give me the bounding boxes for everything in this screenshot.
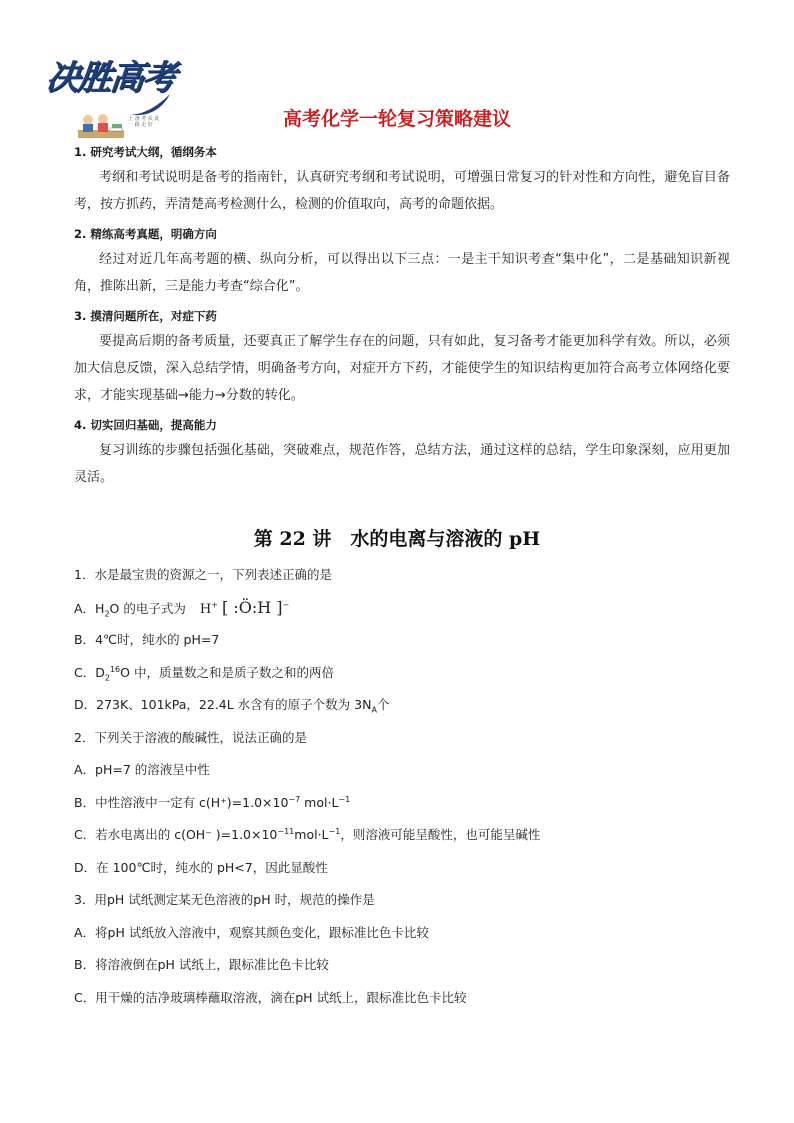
logo-subtitle-line2: 一 路 走 好 [128,122,153,128]
section-paragraph-4: 复习训练的步骤包括强化基础，突破难点，规范作答，总结方法，通过这样的总结，学生印象深刻，应用更加灵活。 [74,443,730,485]
page-title: 高考化学一轮复习策略建议 [282,108,511,130]
q1d-text-post: 个 [376,697,390,712]
q2b-text: B．中性溶液中一定有 c(H⁺)=1.0×10 [74,794,289,810]
question-2-option-d: D．在 100℃时，纯水的 pH<7，因此显酸性 [74,859,328,875]
lecture-title: 第 22 讲 水的电离与溶液的 pH [253,528,541,550]
q1a-text: A．H [74,600,105,616]
logo-subtitle-line1: 上 备 考 从 此 [128,116,160,122]
formula-bracket: [ :Ö:H ] [222,597,283,617]
formula-minus: − [282,600,290,610]
q1c-sup: 16 [109,664,121,674]
question-3-option-b: B．将溶液倒在pH 试纸上，跟标准比色卡比较 [74,957,329,972]
q1a-sub: 2 [104,609,110,618]
question-2-option-b [74,790,730,823]
section-paragraph-2: 经过对近几年高考题的横、纵向分析，可以得出以下三点：一是主干知识考查“集中化”，二是基础知识新视角，推陈出新，三是能力考查“综合化”。 [74,252,730,294]
section-paragraph-3: 要提高后期的备考质量，还要真正了解学生存在的问题，只有如此，复习备考才能更加科学有效。所以，必须加大信息反馈，深入总结学情，明确备考方向，对症开方下药，才能使学生的知识结构更加符合高考立体网络化要求，才能实现基础→能力→分数的转化。 [74,334,730,403]
q1c-text-post: O 中，质量数之和是质子数之和的两倍 [120,664,334,680]
q1c-text: C．D [74,664,105,680]
q2c-sup2: −1 [328,826,341,836]
question-2-option-c [74,822,730,855]
q2c-sup: −11 [277,826,295,836]
question-2-option-a: A．pH=7 的溶液呈中性 [74,762,210,777]
section-heading-1: 1. 研究考试大纲，循纲务本 [74,145,217,159]
question-3-stem: 3．用pH 试纸测定某无色溶液的pH 时，规范的操作是 [74,892,375,907]
question-3-option-c: C．用干燥的洁净玻璃棒蘸取溶液，滴在pH 试纸上，跟标准比色卡比较 [74,989,467,1005]
q2c-text-post: ，则溶液可能呈酸性，也可能呈碱性 [340,827,541,842]
question-2-stem: 2．下列关于溶液的酸碱性，说法正确的是 [74,729,307,745]
question-1-option-c [74,660,730,693]
questions [74,562,730,1017]
strategy-sections [74,140,730,497]
q1c-sub: 2 [104,673,110,682]
section-heading-4: 4. 切实回归基础，提高能力 [74,418,217,432]
electron-formula [200,595,289,623]
question-1-option-d [74,692,730,725]
section-paragraph-1: 考纲和考试说明是备考的指南针，认真研究考纲和考试说明，可增强日常复习的针对性和方向性，避免盲目备考，按方抓药，弄清楚高考检测什么，检测的价值取向，高考的命题依据。 [74,170,730,212]
question-1-stem: 1．水是最宝贵的资源之一，下列表述正确的是 [74,567,332,582]
q2b-sup2: −1 [338,794,351,804]
q2b-sup: −7 [288,794,301,804]
q1d-text: D．273K、101kPa，22.4L 水含有的原子个数为 3N [74,697,372,712]
section-heading-3: 3. 摸清问题所在，对症下药 [74,309,217,323]
logo-text: 决胜高考 [43,58,177,98]
section-heading-2: 2. 精练高考真题，明确方向 [74,227,217,241]
question-1-option-a [74,595,730,628]
q1d-sub: A [371,705,377,715]
question-3-option-a: A．将pH 试纸放入溶液中，观察其颜色变化，跟标准比色卡比较 [74,924,429,940]
question-1-option-b: B．4℃时，纯水的 pH=7 [74,632,220,647]
q2b-text-post: mol·L [300,794,339,810]
formula-h: H [199,601,212,617]
q2c-text-mid: mol·L [294,827,329,842]
q1a-text-post: O 的电子式为 [109,600,186,616]
q2c-text: C．若水电离出的 c(OH⁻ )=1.0×10 [74,827,278,842]
formula-plus: + [211,600,218,610]
